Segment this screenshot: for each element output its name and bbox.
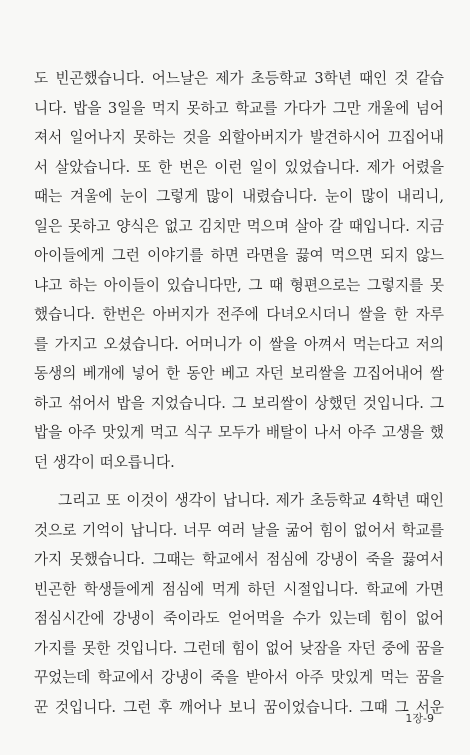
text-line: 서 살았습니다. 또 한 번은 이런 일이 있었습니다. 제가 어렸을 bbox=[34, 158, 444, 176]
text-line: 를 가지고 오셨습니다. 어머니가 이 쌀을 아껴서 먹는다고 저의 bbox=[34, 335, 444, 353]
text-line: 아이들에게 그런 이야기를 하면 라면을 끓여 먹으면 되지 않느 bbox=[34, 247, 444, 264]
text-line: 일은 못하고 양식은 없고 김치만 먹으며 살아 갈 때입니다. 지금 bbox=[34, 217, 444, 235]
text-line: 가지를 못한 것입니다. 그런데 힘이 없어 낮잠을 자던 중에 꿈을 bbox=[34, 639, 444, 657]
text-line: 도 빈곤했습니다. 어느날은 제가 초등학교 3학년 때인 것 같습 bbox=[34, 70, 444, 87]
text-line: 가지 못했습니다. 그때는 학교에서 점심에 강냉이 죽을 끓여서 bbox=[34, 551, 444, 568]
text-line: 꾸었는데 학교에서 강냉이 죽을 받아서 아주 맛있게 먹는 꿈을 bbox=[34, 669, 444, 686]
text-line: 그리고 또 이것이 생각이 납니다. 제가 초등학교 4학년 때인 bbox=[58, 492, 444, 509]
text-line: 빈곤한 학생들에게 점심에 먹게 하던 시절입니다. 학교에 가면 bbox=[34, 580, 444, 598]
page-number: 1장-9 bbox=[405, 712, 434, 725]
text-line: 점심시간에 강냉이 죽이라도 얻어먹을 수가 있는데 힘이 없어 bbox=[34, 610, 444, 627]
text-line: 때는 겨울에 눈이 그렇게 많이 내렸습니다. 눈이 많이 내리니, bbox=[34, 188, 444, 205]
text-line: 던 생각이 떠오릅니다. bbox=[34, 453, 175, 471]
text-line: 니다. 밥을 3일을 먹지 못하고 학교를 가다가 그만 개울에 넘어 bbox=[34, 99, 444, 117]
text-line: 져서 일어나지 못하는 것을 외할아버지가 발견하시어 끄집어내 bbox=[34, 129, 444, 146]
text-line: 것으로 기억이 납니다. 너무 여러 날을 굶어 힘이 없어서 학교를 bbox=[34, 521, 444, 539]
text-line: 밥을 아주 맛있게 먹고 식구 모두가 배탈이 나서 아주 고생을 했 bbox=[34, 424, 444, 441]
text-line: 동생의 베개에 넣어 한 동안 베고 자던 보리쌀을 끄집어내어 쌀 bbox=[34, 365, 444, 382]
text-line: 하고 섞어서 밥을 지었습니다. 그 보리쌀이 상했던 것입니다. 그 bbox=[34, 394, 444, 412]
text-line: 했습니다. 한번은 아버지가 전주에 다녀오시더니 쌀을 한 자루 bbox=[34, 306, 444, 323]
text-line: 냐고 하는 아이들이 있습니다만, 그 때 형편으로는 그렇지를 못 bbox=[34, 276, 444, 294]
text-line: 꾼 것입니다. 그런 후 깨어나 보니 꿈이었습니다. 그때 그 서운 bbox=[34, 698, 444, 716]
